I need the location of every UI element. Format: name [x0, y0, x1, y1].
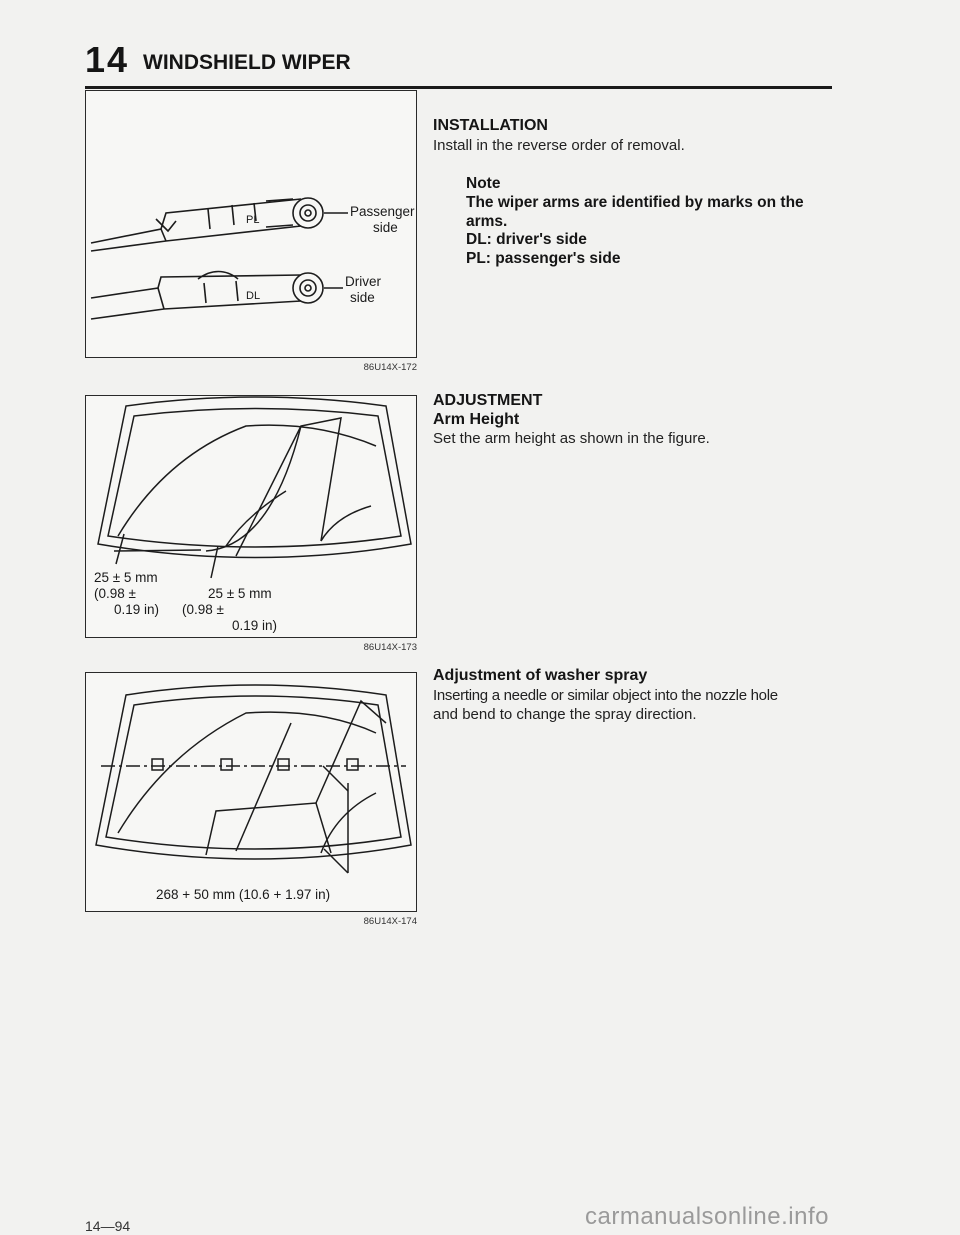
spray-dimension: 268 + 50 mm (10.6 + 1.97 in) — [156, 887, 331, 902]
adjustment-title: ADJUSTMENT — [433, 392, 543, 409]
note-line-4: PL: passenger's side — [466, 250, 621, 267]
pl-mark: PL — [246, 214, 260, 226]
driver-label-2: side — [350, 290, 375, 305]
note-label: Note — [466, 175, 501, 192]
figure-code-2: 86U14X-173 — [363, 642, 417, 653]
washer-spray-illustration — [86, 673, 418, 913]
arm-height-text: Set the arm height as shown in the figure. — [433, 430, 710, 447]
windshield-arm-height-illustration — [86, 396, 418, 639]
passenger-label-2: side — [373, 220, 398, 235]
page-number: 14—94 — [85, 1218, 131, 1234]
note-line-2: arms. — [466, 213, 508, 230]
watermark: carmanualsonline.info — [585, 1203, 829, 1230]
figure-code-1: 86U14X-172 — [363, 362, 417, 373]
driver-label-1: Driver — [345, 274, 381, 289]
right-height-inch-2: 0.19 in) — [232, 618, 278, 633]
note-line-3: DL: driver's side — [466, 231, 587, 248]
dl-mark: DL — [246, 290, 261, 302]
left-height-inch-2: 0.19 in) — [114, 602, 160, 617]
installation-title: INSTALLATION — [433, 117, 548, 134]
left-height-inch-1: (0.98 ± — [94, 586, 136, 601]
passenger-label-1: Passenger — [350, 204, 415, 219]
installation-text: Install in the reverse order of removal. — [433, 137, 685, 154]
figure-washer-spray — [85, 672, 417, 912]
washer-line-2: and bend to change the spray direction. — [433, 706, 697, 723]
section-title: WINDSHIELD WIPER — [143, 51, 351, 74]
figure-wiper-arm-marks — [85, 90, 417, 358]
right-height-value: 25 ± 5 mm — [208, 586, 272, 601]
section-number: 14 — [85, 39, 130, 80]
right-height-inch-1: (0.98 ± — [182, 602, 224, 617]
note-line-1: The wiper arms are identified by marks on the — [466, 194, 804, 211]
figure-code-3: 86U14X-174 — [363, 916, 417, 927]
figure-arm-height — [85, 395, 417, 638]
washer-line-1: Inserting a needle or similar object into the nozzle hole — [433, 687, 778, 704]
washer-title: Adjustment of washer spray — [433, 667, 648, 684]
wiper-arm-illustration — [86, 91, 418, 359]
header-rule — [85, 86, 832, 89]
left-height-value: 25 ± 5 mm — [94, 570, 158, 585]
arm-height-subtitle: Arm Height — [433, 411, 520, 428]
